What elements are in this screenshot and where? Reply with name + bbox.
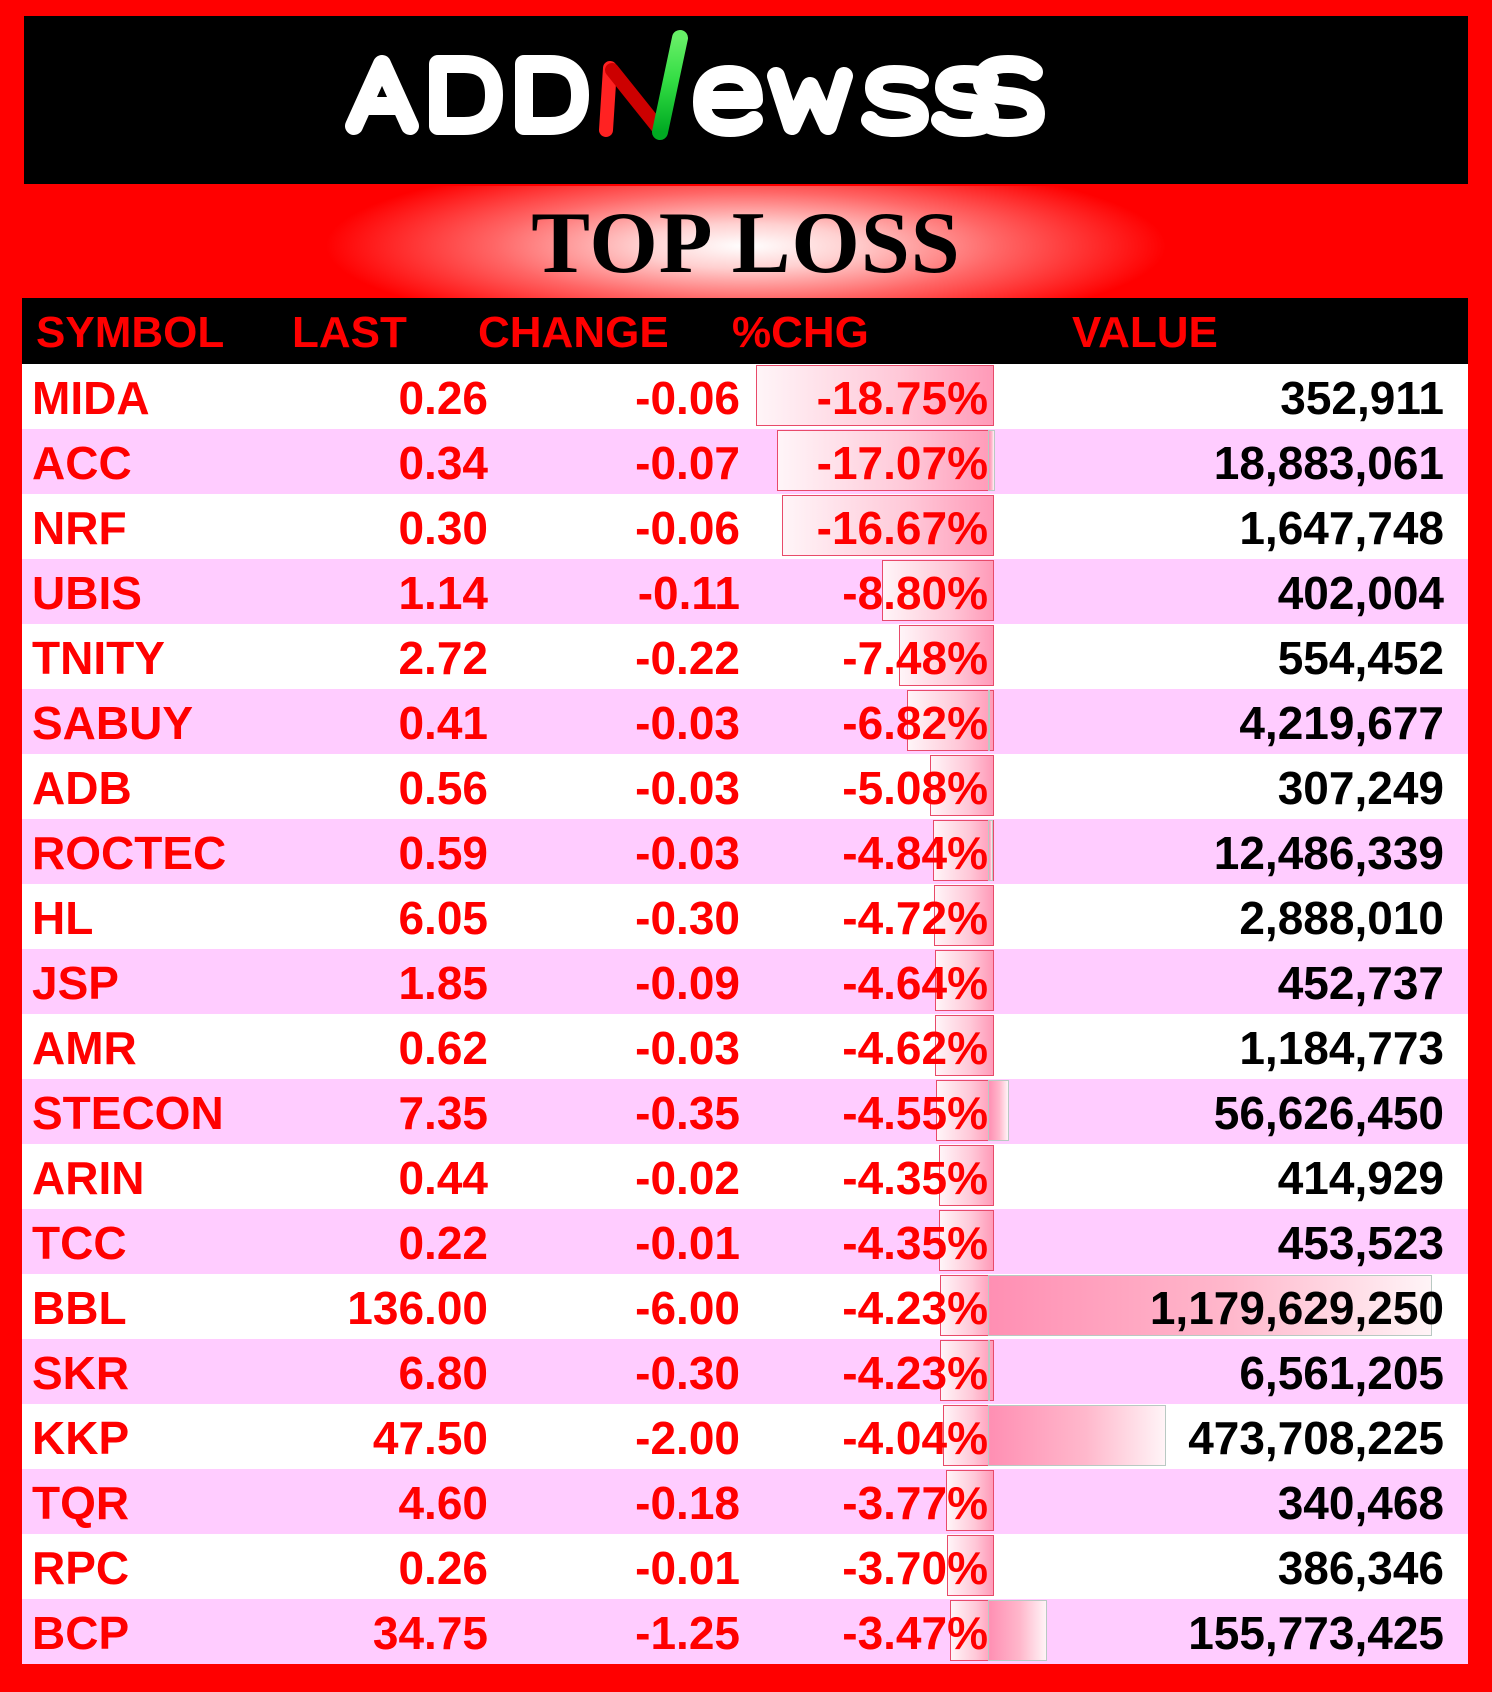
value-cell: 307,249 bbox=[1277, 762, 1444, 814]
logo-bar bbox=[24, 16, 1468, 184]
pct-change-cell: -4.62% bbox=[842, 1022, 988, 1074]
value-cell: 340,468 bbox=[1277, 1477, 1444, 1529]
value-cell: 18,883,061 bbox=[1213, 437, 1444, 489]
last-cell: 0.22 bbox=[398, 1217, 488, 1269]
table-header bbox=[22, 298, 1468, 364]
symbol-cell: TCC bbox=[32, 1217, 127, 1269]
pct-change-cell: -4.35% bbox=[842, 1217, 988, 1269]
col-header-pctchg: %CHG bbox=[732, 308, 869, 357]
pct-change-cell: -4.55% bbox=[842, 1087, 988, 1139]
change-cell: -0.11 bbox=[637, 567, 740, 619]
change-cell: -0.09 bbox=[635, 957, 740, 1009]
last-cell: 1.14 bbox=[398, 567, 488, 619]
symbol-cell: NRF bbox=[32, 502, 127, 554]
pct-change-cell: -3.47% bbox=[842, 1607, 988, 1659]
pct-change-cell: -17.07% bbox=[816, 437, 988, 489]
pct-change-cell: -3.70% bbox=[842, 1542, 988, 1594]
pct-change-cell: -4.72% bbox=[842, 892, 988, 944]
symbol-cell: MIDA bbox=[32, 372, 150, 424]
change-cell: -0.06 bbox=[635, 502, 740, 554]
pct-change-cell: -4.23% bbox=[842, 1347, 988, 1399]
table-row bbox=[22, 754, 1468, 819]
value-cell: 1,179,629,250 bbox=[1149, 1282, 1444, 1334]
change-cell: -0.01 bbox=[635, 1217, 740, 1269]
symbol-cell: KKP bbox=[32, 1412, 130, 1464]
table-row bbox=[22, 1209, 1468, 1274]
pct-change-cell: -3.77% bbox=[842, 1477, 988, 1529]
last-cell: 136.00 bbox=[347, 1282, 488, 1334]
pct-change-cell: -5.08% bbox=[842, 762, 988, 814]
symbol-cell: JSP bbox=[32, 957, 119, 1009]
table-row bbox=[22, 949, 1468, 1014]
table-row bbox=[22, 819, 1468, 884]
pct-change-cell: -6.82% bbox=[842, 697, 988, 749]
top-loss-table bbox=[22, 298, 1468, 1664]
pct-change-cell: -4.64% bbox=[842, 957, 988, 1009]
table-row bbox=[22, 1339, 1468, 1404]
value-bar bbox=[988, 430, 995, 491]
addnewss-logo bbox=[24, 16, 1468, 184]
value-cell: 554,452 bbox=[1277, 632, 1444, 684]
change-cell: -0.30 bbox=[635, 1347, 740, 1399]
last-cell: 6.05 bbox=[398, 892, 488, 944]
table-row bbox=[22, 559, 1468, 624]
pct-change-cell: -4.84% bbox=[842, 827, 988, 879]
table-body bbox=[22, 364, 1468, 1664]
col-header-change: CHANGE bbox=[478, 308, 669, 357]
last-cell: 7.35 bbox=[398, 1087, 488, 1139]
change-cell: -0.07 bbox=[635, 437, 740, 489]
change-cell: -0.18 bbox=[635, 1477, 740, 1529]
table-row bbox=[22, 884, 1468, 949]
symbol-cell: UBIS bbox=[32, 567, 142, 619]
last-cell: 34.75 bbox=[372, 1607, 488, 1659]
table-row bbox=[22, 494, 1468, 559]
last-cell: 0.56 bbox=[398, 762, 488, 814]
symbol-cell: TQR bbox=[32, 1477, 130, 1529]
value-bar bbox=[988, 690, 990, 751]
value-cell: 4,219,677 bbox=[1239, 697, 1444, 749]
last-cell: 2.72 bbox=[398, 632, 488, 684]
value-cell: 6,561,205 bbox=[1239, 1347, 1444, 1399]
symbol-cell: SABUY bbox=[32, 697, 194, 749]
symbol-cell: RPC bbox=[32, 1542, 130, 1594]
change-cell: -0.22 bbox=[635, 632, 740, 684]
change-cell: -0.03 bbox=[635, 827, 740, 879]
value-cell: 452,737 bbox=[1277, 957, 1444, 1009]
last-cell: 0.44 bbox=[398, 1152, 488, 1204]
table-row bbox=[22, 1534, 1468, 1599]
value-cell: 386,346 bbox=[1277, 1542, 1444, 1594]
symbol-cell: BCP bbox=[32, 1607, 130, 1659]
symbol-cell: STECON bbox=[32, 1087, 224, 1139]
col-header-symbol: SYMBOL bbox=[36, 308, 225, 357]
value-cell: 1,647,748 bbox=[1239, 502, 1444, 554]
change-cell: -0.03 bbox=[635, 697, 740, 749]
table-row bbox=[22, 364, 1468, 429]
symbol-cell: SKR bbox=[32, 1347, 130, 1399]
table-row bbox=[22, 1014, 1468, 1079]
symbol-cell: ARIN bbox=[32, 1152, 145, 1204]
table-row bbox=[22, 1599, 1468, 1664]
change-cell: -2.00 bbox=[635, 1412, 740, 1464]
value-bar bbox=[988, 820, 993, 881]
value-bar bbox=[988, 1340, 990, 1401]
change-cell: -0.06 bbox=[635, 372, 740, 424]
symbol-cell: BBL bbox=[32, 1282, 127, 1334]
value-cell: 2,888,010 bbox=[1239, 892, 1444, 944]
table-row bbox=[22, 1274, 1468, 1339]
last-cell: 0.41 bbox=[398, 697, 488, 749]
table-row bbox=[22, 1404, 1468, 1469]
value-bar bbox=[988, 1405, 1166, 1466]
table-row bbox=[22, 689, 1468, 754]
table-row bbox=[22, 624, 1468, 689]
change-cell: -0.02 bbox=[635, 1152, 740, 1204]
last-cell: 0.34 bbox=[398, 437, 488, 489]
symbol-cell: ROCTEC bbox=[32, 827, 227, 879]
change-cell: -0.30 bbox=[635, 892, 740, 944]
symbol-cell: ADB bbox=[32, 762, 132, 814]
last-cell: 47.50 bbox=[372, 1412, 488, 1464]
change-cell: -0.03 bbox=[635, 762, 740, 814]
pct-change-cell: -4.04% bbox=[842, 1412, 988, 1464]
value-cell: 155,773,425 bbox=[1188, 1607, 1444, 1659]
value-bar bbox=[988, 1080, 1009, 1141]
last-cell: 0.62 bbox=[398, 1022, 488, 1074]
value-cell: 352,911 bbox=[1280, 372, 1444, 424]
change-cell: -6.00 bbox=[635, 1282, 740, 1334]
value-cell: 12,486,339 bbox=[1213, 827, 1444, 879]
value-cell: 453,523 bbox=[1277, 1217, 1444, 1269]
symbol-cell: TNITY bbox=[32, 632, 165, 684]
pct-change-cell: -16.67% bbox=[816, 502, 988, 554]
last-cell: 0.26 bbox=[398, 372, 488, 424]
last-cell: 0.26 bbox=[398, 1542, 488, 1594]
change-cell: -0.01 bbox=[635, 1542, 740, 1594]
table-row bbox=[22, 1469, 1468, 1534]
last-cell: 0.59 bbox=[398, 827, 488, 879]
pct-change-cell: -7.48% bbox=[842, 632, 988, 684]
last-cell: 0.30 bbox=[398, 502, 488, 554]
value-cell: 1,184,773 bbox=[1239, 1022, 1444, 1074]
value-cell: 473,708,225 bbox=[1188, 1412, 1444, 1464]
table-row bbox=[22, 429, 1468, 494]
table-row bbox=[22, 1079, 1468, 1144]
value-bar bbox=[988, 1600, 1047, 1661]
pct-change-cell: -18.75% bbox=[816, 372, 988, 424]
value-cell: 56,626,450 bbox=[1213, 1087, 1444, 1139]
change-cell: -0.35 bbox=[635, 1087, 740, 1139]
symbol-cell: HL bbox=[32, 892, 94, 944]
col-header-last: LAST bbox=[292, 308, 407, 357]
last-cell: 4.60 bbox=[398, 1477, 488, 1529]
last-cell: 6.80 bbox=[398, 1347, 488, 1399]
change-cell: -1.25 bbox=[635, 1607, 740, 1659]
change-cell: -0.03 bbox=[635, 1022, 740, 1074]
symbol-cell: ACC bbox=[32, 437, 132, 489]
value-cell: 402,004 bbox=[1277, 567, 1444, 619]
page-title: TOP LOSS bbox=[531, 195, 961, 292]
col-header-value: VALUE bbox=[1072, 308, 1218, 357]
pct-change-cell: -8.80% bbox=[842, 567, 988, 619]
pct-change-cell: -4.23% bbox=[842, 1282, 988, 1334]
value-cell: 414,929 bbox=[1277, 1152, 1444, 1204]
table-row bbox=[22, 1144, 1468, 1209]
symbol-cell: AMR bbox=[32, 1022, 137, 1074]
last-cell: 1.85 bbox=[398, 957, 488, 1009]
pct-change-cell: -4.35% bbox=[842, 1152, 988, 1204]
